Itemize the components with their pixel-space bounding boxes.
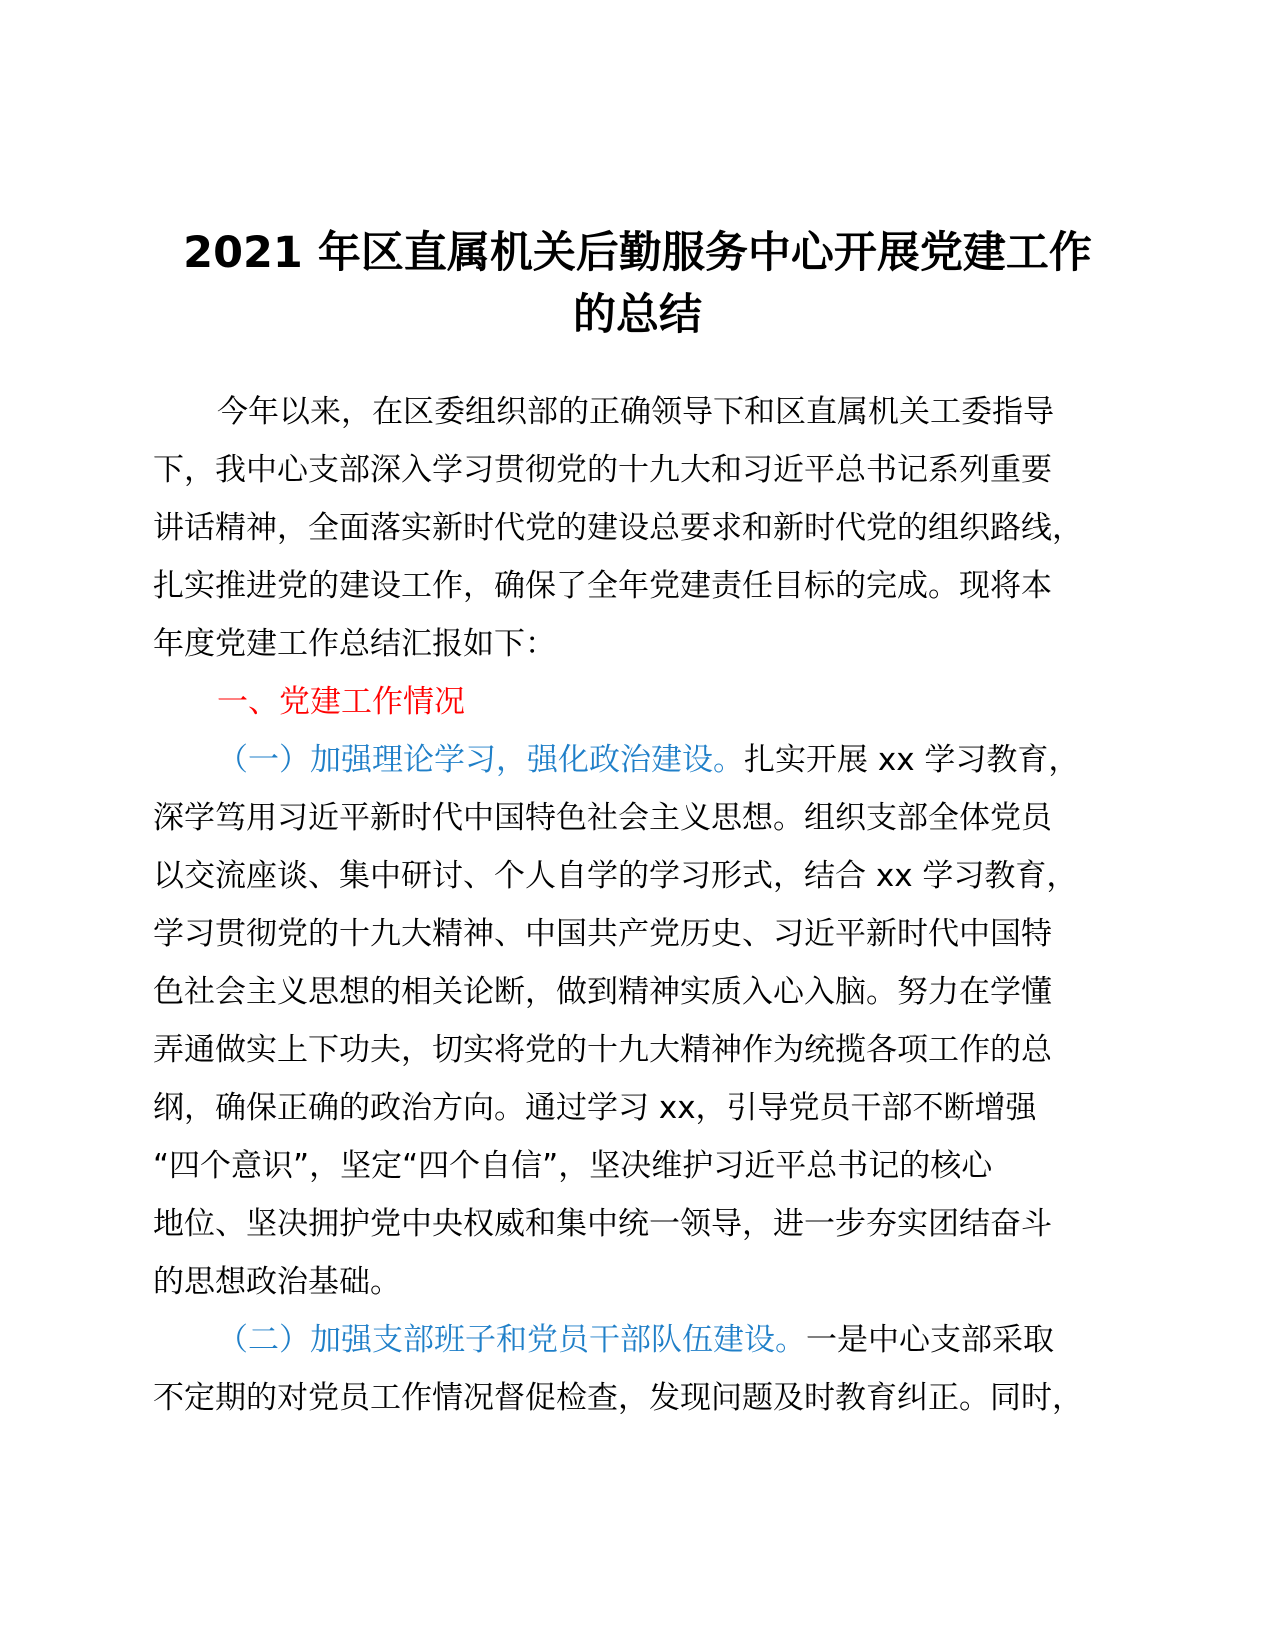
subsection-2-paragraph (153, 1311, 1143, 1427)
subsection-1-paragraph (153, 731, 1143, 1311)
subsection-1-line: 地位、坚决拥护党中央权威和集中统一领导，进一步夯实团结奋斗 (153, 1206, 1052, 1242)
subsection-1-line: “四个意识”，坚定“四个自信”，坚决维护习近平总书记的核心 (153, 1148, 993, 1184)
intro-line: 年度党建工作总结汇报如下： (153, 626, 556, 662)
subsection-2-heading: （二）加强支部班子和党员干部队伍建设。 (217, 1322, 806, 1358)
subsection-1-first-line (153, 731, 1143, 789)
subsection-1-line: 以交流座谈、集中研讨、个人自学的学习形式，结合 xx 学习教育， (153, 858, 1078, 894)
intro-line: 扎实推进党的建设工作，确保了全年党建责任目标的完成。现将本 (153, 568, 1052, 604)
subsection-1-line: 色社会主义思想的相关论断，做到精神实质入心入脑。努力在学懂 (153, 974, 1052, 1010)
subsection-1-line: 弄通做实上下功夫，切实将党的十九大精神作为统揽各项工作的总 (153, 1032, 1052, 1068)
intro-line: 今年以来，在区委组织部的正确领导下和区直属机关工委指导 (217, 394, 1054, 430)
subsection-2-line: 不定期的对党员工作情况督促检查，发现问题及时教育纠正。同时， (153, 1380, 1083, 1416)
subsection-1-first-line-text: 扎实开展 xx 学习教育， (744, 742, 1080, 778)
title-line-1: 2021 年区直属机关后勤服务中心开展党建工作 (183, 228, 1092, 278)
subsection-2-first-line (153, 1311, 1143, 1369)
intro-paragraph (153, 383, 1143, 673)
subsection-1-line: 学习贯彻党的十九大精神、中国共产党历史、习近平新时代中国特 (153, 916, 1052, 952)
section-heading-1: 一、党建工作情况 (217, 684, 465, 720)
intro-line: 下，我中心支部深入学习贯彻党的十九大和习近平总书记系列重要 (153, 452, 1052, 488)
subsection-1-line: 的思想政治基础。 (153, 1264, 401, 1300)
intro-line: 讲话精神，全面落实新时代党的建设总要求和新时代党的组织路线， (153, 510, 1083, 546)
subsection-2-first-line-text: 一是中心支部采取 (806, 1322, 1054, 1358)
subsection-1-line: 深学笃用习近平新时代中国特色社会主义思想。组织支部全体党员 (153, 800, 1052, 836)
subsection-1-heading: （一）加强理论学习，强化政治建设。 (217, 742, 744, 778)
document-title (140, 222, 1135, 346)
subsection-1-line: 纲，确保正确的政治方向。通过学习 xx，引导党员干部不断增强 (153, 1090, 1037, 1126)
title-line-2: 的总结 (573, 290, 702, 340)
document-body (153, 383, 1143, 1427)
